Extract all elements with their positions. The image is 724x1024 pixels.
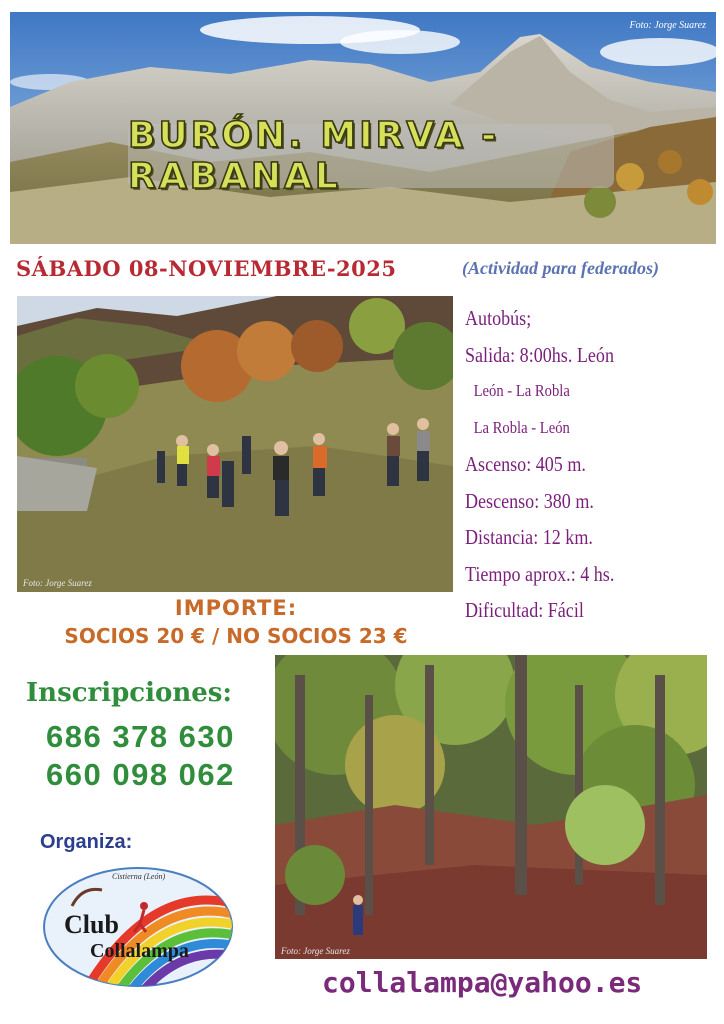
- hikers-image: [17, 296, 453, 592]
- phone-number-2[interactable]: 660 098 062: [46, 757, 235, 792]
- forest-photo-credit: Foto: Jorge Suarez: [281, 946, 350, 956]
- transport-line: Autobús;: [465, 306, 532, 330]
- event-date: SÁBADO 08-NOVIEMBRE-2025: [16, 256, 397, 281]
- page-title: BURÓN. MIRVA - RABANAL: [128, 115, 500, 197]
- route-back-line: La Robla - León: [473, 417, 570, 437]
- hikers-photo: [17, 296, 453, 592]
- organizer-label: Organiza:: [40, 831, 133, 853]
- phone-number-1[interactable]: 686 378 630: [46, 719, 235, 754]
- logo-location-text: Cistierna (León): [112, 872, 166, 881]
- trip-details: [465, 300, 720, 629]
- inscriptions-title: Inscripciones:: [26, 678, 233, 708]
- time-line: Tiempo aprox.: 4 hs.: [465, 561, 615, 586]
- forest-image: [275, 655, 707, 959]
- logo-club-text: Club: [64, 910, 119, 939]
- federated-note: (Actividad para federados): [462, 258, 659, 278]
- contact-email[interactable]: collalampa@yahoo.es: [322, 966, 643, 999]
- price-line: SOCIOS 20 € / NO SOCIOS 23 €: [64, 624, 408, 648]
- title-box: [128, 115, 614, 197]
- banner-photo-credit: Foto: Jorge Suarez: [629, 20, 706, 31]
- price-title: IMPORTE:: [174, 596, 298, 620]
- ascent-line: Ascenso: 405 m.: [465, 452, 586, 476]
- hikers-photo-credit: Foto: Jorge Suarez: [23, 578, 92, 588]
- forest-photo: [275, 655, 707, 959]
- difficulty-line: Dificultad: Fácil: [465, 598, 584, 622]
- logo-name-text: Collalampa: [90, 940, 189, 962]
- banner-photo: [10, 12, 716, 244]
- route-out-line: León - La Robla: [473, 381, 570, 400]
- descent-line: Descenso: 380 m.: [465, 488, 594, 513]
- distance-line: Distancia: 12 km.: [465, 525, 593, 549]
- departure-line: Salida: 8:00hs. León: [465, 342, 614, 367]
